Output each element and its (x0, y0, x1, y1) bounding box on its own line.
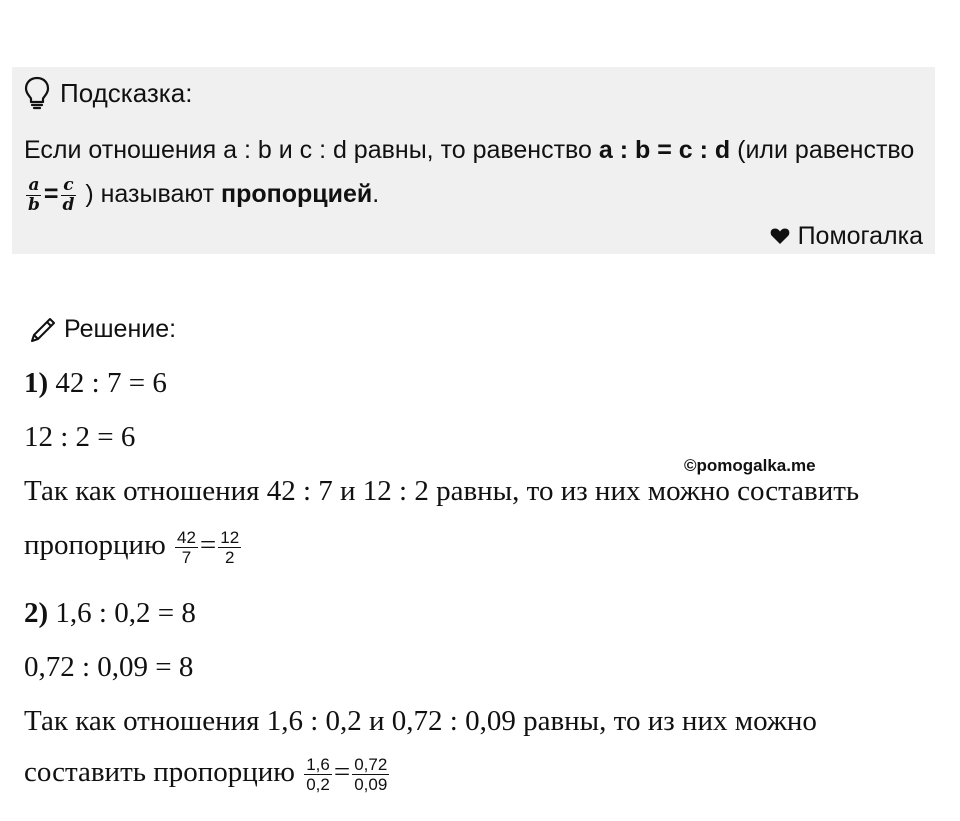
solution-part1-line4 (24, 529, 243, 566)
hint-text-part: ) называют (78, 180, 221, 208)
heart-icon (770, 227, 790, 245)
hint-text (24, 128, 924, 216)
text: составить пропорцию (24, 756, 303, 789)
fraction-numerator: 42 (177, 528, 196, 547)
watermark: ©pomogalka.me (684, 456, 816, 475)
fraction-numerator: 1,6 (306, 755, 330, 774)
part-number: 2) (24, 597, 49, 629)
solution-title: Решение: (64, 314, 177, 343)
equation: 42 : 7 = 6 (48, 367, 167, 399)
fraction-denominator: 0,2 (306, 775, 330, 794)
hint-fraction-right (61, 174, 77, 215)
solution-part2-line3: Так как отношения 1,6 : 0,2 и 0,72 : 0,09 равны, то из них можно (24, 705, 817, 737)
solution-part1-line1 (24, 367, 167, 400)
fraction-denominator: 2 (225, 548, 235, 567)
hint-header (24, 76, 192, 110)
hint-term: пропорцией (220, 180, 373, 208)
hint-title: Подсказка: (60, 77, 193, 108)
proportion-fraction-left (304, 756, 332, 793)
part-number: 1) (24, 367, 49, 399)
fraction-denominator: d (62, 194, 75, 215)
fraction-numerator: 12 (220, 528, 240, 547)
solution-part1-line3: Так как отношения 42 : 7 и 12 : 2 равны, то из них можно составить (24, 475, 860, 507)
solution-header (28, 312, 176, 346)
hint-text-part: . (372, 180, 380, 208)
solution-part2-line1 (24, 597, 196, 630)
text: пропорцию (24, 529, 173, 562)
proportion-fraction-left (175, 529, 198, 566)
hint-text-part: Если отношения a : b и c : d равны, то равенство (24, 136, 599, 164)
fraction-numerator: 0,72 (354, 755, 388, 774)
equals-sign: = (43, 180, 59, 208)
pencil-icon (28, 313, 60, 345)
equals-sign: = (333, 756, 351, 789)
hint-formula: a : b = c : d (598, 136, 731, 164)
brand-name: Помогалка (797, 221, 923, 250)
fraction-numerator: c (63, 174, 74, 195)
fraction-denominator: 0,09 (354, 775, 388, 794)
fraction-denominator: b (28, 194, 40, 215)
hint-fraction-left (26, 174, 42, 215)
proportion-fraction-right (352, 756, 389, 793)
proportion-fraction-right (218, 529, 241, 566)
equation: 1,6 : 0,2 = 8 (48, 597, 196, 629)
equals-sign: = (199, 529, 217, 562)
solution-part2-line4 (24, 756, 391, 793)
lightbulb-icon (24, 76, 50, 110)
solution-part2-line2: 0,72 : 0,09 = 8 (24, 651, 194, 683)
hint-text-part: (или равенство (730, 136, 915, 164)
solution-part1-line2: 12 : 2 = 6 (24, 421, 136, 453)
brand-label (770, 221, 923, 251)
fraction-numerator: a (28, 174, 40, 195)
fraction-denominator: 7 (181, 548, 192, 567)
